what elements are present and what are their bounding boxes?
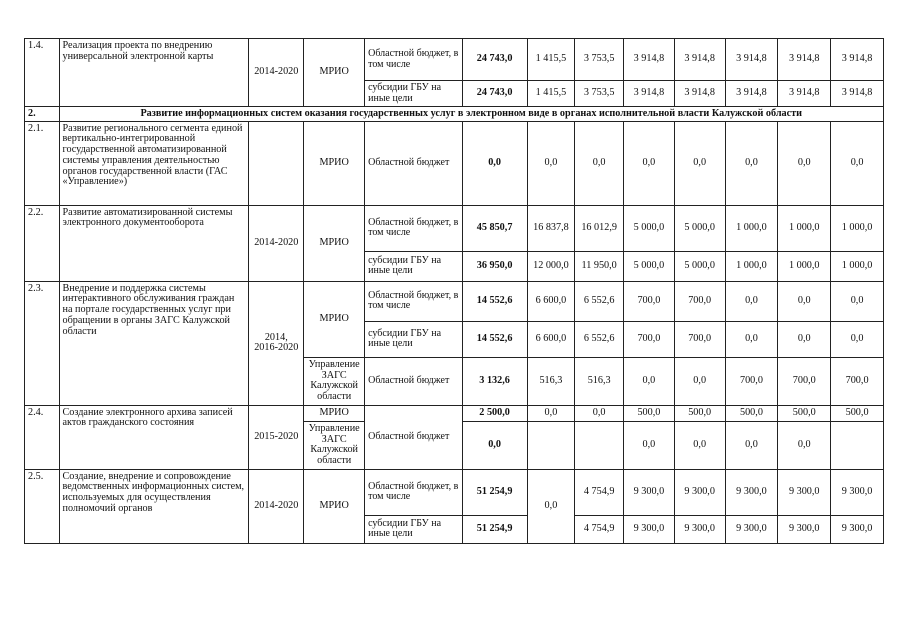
- value-cell: 3 753,5: [575, 81, 624, 107]
- value-cell: 3 914,8: [778, 39, 831, 81]
- value-cell: 1 000,0: [778, 205, 831, 251]
- value-cell: 16 012,9: [575, 205, 624, 251]
- program-measures-table: [24, 38, 884, 544]
- value-cell: 9 300,0: [624, 515, 675, 543]
- value-cell: 9 300,0: [725, 469, 778, 515]
- funding-source: субсидии ГБУ на иные цели: [365, 515, 462, 543]
- value-cell: [575, 421, 624, 469]
- executor-cell: МРИО: [304, 121, 365, 205]
- value-cell: 0,0: [575, 121, 624, 205]
- section-header-row: [25, 107, 884, 122]
- value-cell: 1 000,0: [725, 205, 778, 251]
- value-cell: 6 552,6: [575, 321, 624, 357]
- value-cell: 9 300,0: [778, 515, 831, 543]
- value-cell: [527, 421, 575, 469]
- period-cell: [249, 121, 304, 205]
- period-cell: 2014, 2016-2020: [249, 281, 304, 405]
- executor-cell: МРИО: [304, 469, 365, 543]
- value-cell: 0,0: [831, 321, 884, 357]
- funding-source: Областной бюджет: [365, 121, 462, 205]
- table-row: [25, 121, 884, 205]
- value-cell: 0,0: [674, 121, 725, 205]
- executor-cell: МРИО: [304, 39, 365, 107]
- value-cell: [831, 421, 884, 469]
- total-cell: 51 254,9: [462, 515, 527, 543]
- value-cell: 11 950,0: [575, 251, 624, 281]
- measure-description: Внедрение и поддержка системы интерактивного обслуживания граждан на портале государственных услуг при обращении в органы ЗАГС Калужской области: [59, 281, 249, 405]
- value-cell: 0,0: [527, 469, 575, 543]
- value-cell: 0,0: [725, 321, 778, 357]
- row-number: 2.5.: [25, 469, 60, 543]
- value-cell: 0,0: [778, 281, 831, 321]
- measure-description: Создание электронного архива записей актов гражданского состояния: [59, 405, 249, 469]
- table-row: [25, 405, 884, 421]
- value-cell: 0,0: [725, 121, 778, 205]
- value-cell: 700,0: [831, 357, 884, 405]
- executor-cell: МРИО: [304, 405, 365, 421]
- value-cell: 700,0: [778, 357, 831, 405]
- value-cell: 3 914,8: [778, 81, 831, 107]
- value-cell: 5 000,0: [674, 205, 725, 251]
- value-cell: 500,0: [778, 405, 831, 421]
- value-cell: 1 415,5: [527, 39, 575, 81]
- total-cell: 2 500,0: [462, 405, 527, 421]
- value-cell: 1 000,0: [831, 251, 884, 281]
- value-cell: 700,0: [674, 321, 725, 357]
- row-number: 2.3.: [25, 281, 60, 405]
- value-cell: 500,0: [725, 405, 778, 421]
- value-cell: 12 000,0: [527, 251, 575, 281]
- total-cell: 36 950,0: [462, 251, 527, 281]
- value-cell: 500,0: [674, 405, 725, 421]
- value-cell: 5 000,0: [624, 251, 675, 281]
- funding-source: Областной бюджет, в том числе: [365, 469, 462, 515]
- value-cell: 0,0: [831, 281, 884, 321]
- measure-description: Реализация проекта по внедрению универсальной электронной карты: [59, 39, 249, 107]
- value-cell: 700,0: [674, 281, 725, 321]
- funding-source: субсидии ГБУ на иные цели: [365, 321, 462, 357]
- measure-description: Создание, внедрение и сопровождение ведомственных информационных систем, используемых для осуществления полномочий органов: [59, 469, 249, 543]
- executor-cell: МРИО: [304, 205, 365, 281]
- period-cell: 2014-2020: [249, 469, 304, 543]
- total-cell: 0,0: [462, 421, 527, 469]
- value-cell: 9 300,0: [778, 469, 831, 515]
- period-cell: 2014-2020: [249, 205, 304, 281]
- value-cell: 0,0: [725, 421, 778, 469]
- period-cell: 2014-2020: [249, 39, 304, 107]
- funding-source: Областной бюджет, в том числе: [365, 39, 462, 81]
- value-cell: 16 837,8: [527, 205, 575, 251]
- period-cell: 2015-2020: [249, 405, 304, 469]
- funding-source: субсидии ГБУ на иные цели: [365, 251, 462, 281]
- executor-cell: МРИО: [304, 281, 365, 357]
- value-cell: 0,0: [778, 421, 831, 469]
- value-cell: 0,0: [674, 357, 725, 405]
- value-cell: 516,3: [527, 357, 575, 405]
- value-cell: 0,0: [575, 405, 624, 421]
- total-cell: 45 850,7: [462, 205, 527, 251]
- funding-source: субсидии ГБУ на иные цели: [365, 81, 462, 107]
- row-number: 1.4.: [25, 39, 60, 107]
- value-cell: 0,0: [624, 121, 675, 205]
- value-cell: 3 914,8: [831, 39, 884, 81]
- total-cell: 14 552,6: [462, 321, 527, 357]
- value-cell: 6 600,0: [527, 321, 575, 357]
- table-row: [25, 281, 884, 321]
- value-cell: 6 600,0: [527, 281, 575, 321]
- funding-source: Областной бюджет: [365, 405, 462, 469]
- row-number: 2.2.: [25, 205, 60, 281]
- value-cell: 0,0: [725, 281, 778, 321]
- executor-cell: Управление ЗАГС Калужской области: [304, 357, 365, 405]
- value-cell: 700,0: [725, 357, 778, 405]
- value-cell: 0,0: [624, 421, 675, 469]
- funding-source: Областной бюджет: [365, 357, 462, 405]
- value-cell: 3 914,8: [674, 39, 725, 81]
- value-cell: 3 914,8: [831, 81, 884, 107]
- executor-cell: Управление ЗАГС Калужской области: [304, 421, 365, 469]
- total-cell: 24 743,0: [462, 39, 527, 81]
- measure-description: Развитие регионального сегмента единой вертикально-интегрированной государственной автоматизированной системы управления деятельностью органов государственной власти (ГАС «Управление»): [59, 121, 249, 205]
- value-cell: 3 914,8: [725, 39, 778, 81]
- measure-description: Развитие автоматизированной системы электронного документооборота: [59, 205, 249, 281]
- value-cell: 0,0: [624, 357, 675, 405]
- value-cell: 516,3: [575, 357, 624, 405]
- value-cell: 9 300,0: [674, 515, 725, 543]
- funding-source: Областной бюджет, в том числе: [365, 281, 462, 321]
- value-cell: 500,0: [624, 405, 675, 421]
- value-cell: 3 914,8: [624, 39, 675, 81]
- value-cell: 6 552,6: [575, 281, 624, 321]
- value-cell: 9 300,0: [725, 515, 778, 543]
- section-number: 2.: [25, 107, 60, 122]
- value-cell: 3 753,5: [575, 39, 624, 81]
- value-cell: 1 000,0: [778, 251, 831, 281]
- table-row: [25, 469, 884, 515]
- table-row: [25, 39, 884, 81]
- total-cell: 51 254,9: [462, 469, 527, 515]
- section-title: Развитие информационных систем оказания государственных услуг в электронном виде в органах исполнительной власти Калужской области: [59, 107, 883, 122]
- total-cell: 0,0: [462, 121, 527, 205]
- value-cell: 1 000,0: [725, 251, 778, 281]
- table-row: [25, 205, 884, 251]
- value-cell: 500,0: [831, 405, 884, 421]
- value-cell: 0,0: [778, 121, 831, 205]
- row-number: 2.4.: [25, 405, 60, 469]
- value-cell: 3 914,8: [725, 81, 778, 107]
- value-cell: 9 300,0: [674, 469, 725, 515]
- value-cell: 0,0: [527, 121, 575, 205]
- value-cell: 0,0: [674, 421, 725, 469]
- value-cell: 5 000,0: [674, 251, 725, 281]
- value-cell: 9 300,0: [624, 469, 675, 515]
- value-cell: 3 914,8: [624, 81, 675, 107]
- total-cell: 24 743,0: [462, 81, 527, 107]
- value-cell: 0,0: [831, 121, 884, 205]
- value-cell: 9 300,0: [831, 469, 884, 515]
- funding-source: Областной бюджет, в том числе: [365, 205, 462, 251]
- total-cell: 3 132,6: [462, 357, 527, 405]
- value-cell: 4 754,9: [575, 515, 624, 543]
- value-cell: 4 754,9: [575, 469, 624, 515]
- value-cell: 700,0: [624, 281, 675, 321]
- value-cell: 1 415,5: [527, 81, 575, 107]
- value-cell: 0,0: [527, 405, 575, 421]
- value-cell: 0,0: [778, 321, 831, 357]
- value-cell: 1 000,0: [831, 205, 884, 251]
- value-cell: 5 000,0: [624, 205, 675, 251]
- row-number: 2.1.: [25, 121, 60, 205]
- value-cell: 9 300,0: [831, 515, 884, 543]
- total-cell: 14 552,6: [462, 281, 527, 321]
- value-cell: 700,0: [624, 321, 675, 357]
- value-cell: 3 914,8: [674, 81, 725, 107]
